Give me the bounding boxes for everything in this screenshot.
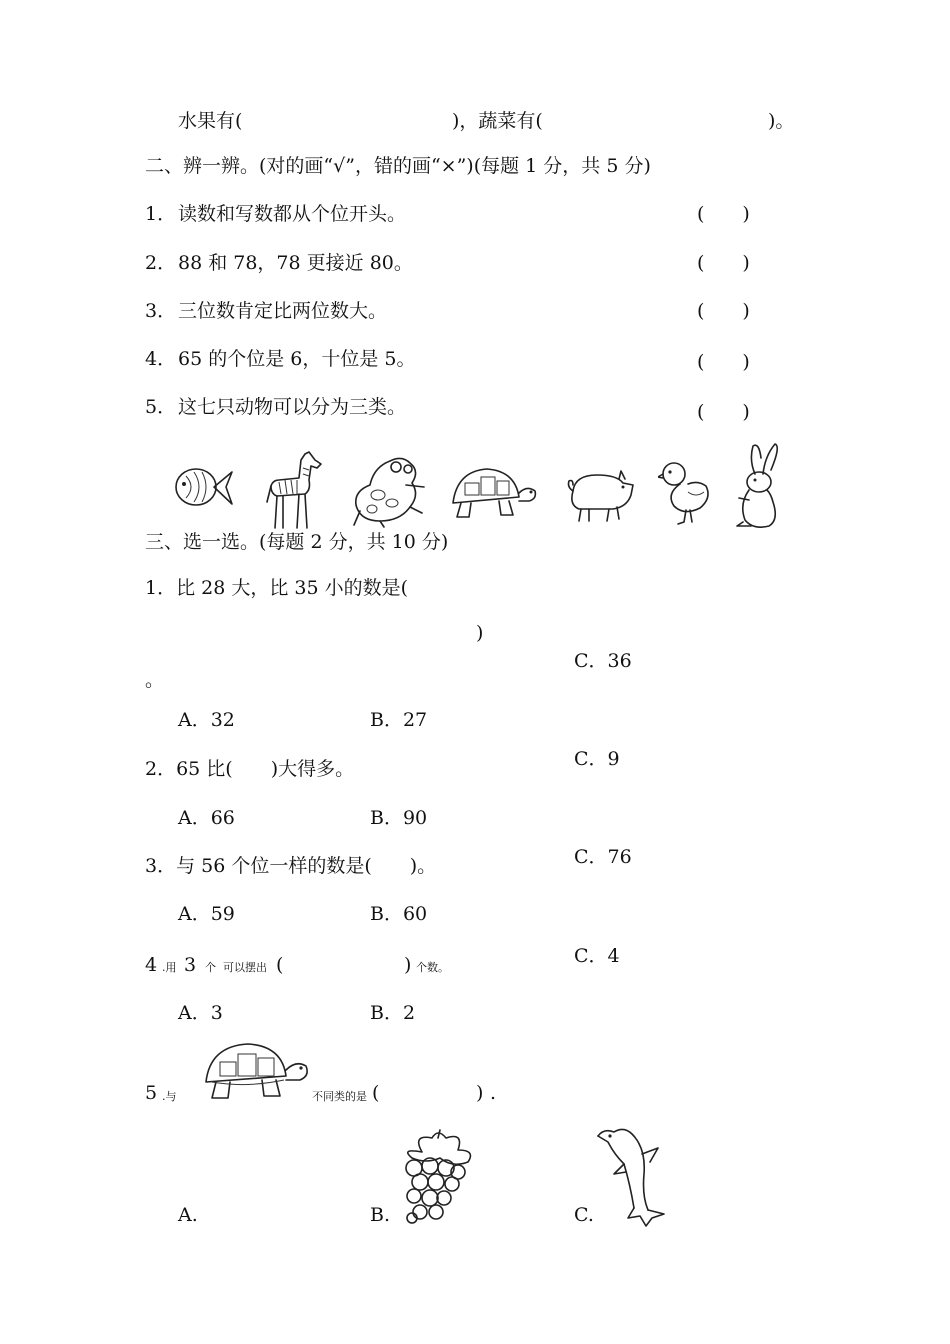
answer-paren[interactable]: ( ) [697, 203, 750, 225]
answer-paren-close[interactable]: ) [404, 954, 412, 976]
option-a[interactable]: A．32 [178, 709, 235, 731]
option-a[interactable]: A．59 [178, 903, 235, 925]
option-c[interactable]: C. [574, 1204, 594, 1226]
item-number: 1． [145, 203, 177, 225]
frog-icon [350, 455, 428, 529]
section2-heading: 二、辨一辨。(对的画“√”，错的画“×”)(每题 1 分，共 5 分) [145, 155, 651, 177]
option-b[interactable]: B．60 [370, 903, 428, 925]
veg-close: )。 [768, 110, 795, 132]
question-fragment: 可以摆出 [223, 961, 267, 974]
item-number: 4． [145, 348, 177, 370]
option-b[interactable]: B．90 [370, 807, 428, 829]
veg-label: )，蔬菜有( [452, 110, 543, 132]
chick-icon [658, 458, 714, 526]
option-b[interactable]: B．27 [370, 709, 428, 731]
item-text: 65 的个位是 6，十位是 5。 [178, 348, 416, 370]
question-text: 2．65 比( )大得多。 [145, 758, 355, 780]
item-text: 三位数肯定比两位数大。 [178, 300, 388, 322]
question-number: 4 [145, 954, 158, 976]
option-c[interactable]: C．36 [574, 650, 632, 672]
answer-paren-close[interactable]: ) [476, 622, 484, 644]
question-fragment: .用 [162, 961, 177, 974]
question-fragment: .与 [162, 1090, 177, 1103]
grapes-icon [392, 1128, 480, 1226]
question-period: 。 [145, 669, 165, 691]
item-number: 3． [145, 300, 177, 322]
answer-paren-open[interactable]: ( [372, 1082, 380, 1104]
fish-icon [172, 462, 236, 512]
question-fragment: 3 [184, 954, 197, 976]
answer-paren[interactable]: ( ) [697, 300, 750, 322]
question-fragment: 个 [205, 961, 216, 974]
item-text: 读数和写数都从个位开头。 [178, 203, 407, 225]
option-b[interactable]: B．2 [370, 1002, 416, 1024]
option-a[interactable]: A．3 [178, 1002, 223, 1024]
option-a[interactable]: A. [178, 1204, 198, 1226]
zebra-icon [265, 450, 327, 530]
option-b[interactable]: B. [370, 1204, 391, 1226]
question-period: . [490, 1082, 497, 1104]
turtle-icon [200, 1040, 312, 1106]
dolphin-icon [594, 1124, 666, 1228]
fruit-label: 水果有( [178, 110, 243, 132]
rabbit-icon [733, 440, 785, 532]
question-fragment: 个数。 [416, 961, 449, 974]
answer-paren-close[interactable]: ) [476, 1082, 484, 1104]
item-number: 5． [145, 396, 177, 418]
option-c[interactable]: C．4 [574, 945, 620, 967]
answer-paren[interactable]: ( ) [697, 252, 750, 274]
option-c[interactable]: C．9 [574, 748, 620, 770]
item-text: 88 和 78，78 更接近 80。 [178, 252, 413, 274]
pig-icon [565, 465, 637, 525]
option-a[interactable]: A．66 [178, 807, 235, 829]
item-text: 这七只动物可以分为三类。 [178, 396, 407, 418]
answer-paren[interactable]: ( ) [697, 401, 750, 423]
answer-paren[interactable]: ( ) [697, 351, 750, 373]
answer-paren-open[interactable]: ( [276, 954, 284, 976]
item-number: 2． [145, 252, 177, 274]
question-text: 3．与 56 个位一样的数是( )。 [145, 855, 437, 877]
question-number: 5 [145, 1082, 158, 1104]
option-c[interactable]: C．76 [574, 846, 632, 868]
question-text: 1．比 28 大，比 35 小的数是( [145, 577, 409, 599]
question-fragment: 不同类的是 [312, 1090, 367, 1103]
turtle-icon [447, 463, 539, 523]
section3-heading: 三、选一选。(每题 2 分，共 10 分) [145, 531, 449, 553]
